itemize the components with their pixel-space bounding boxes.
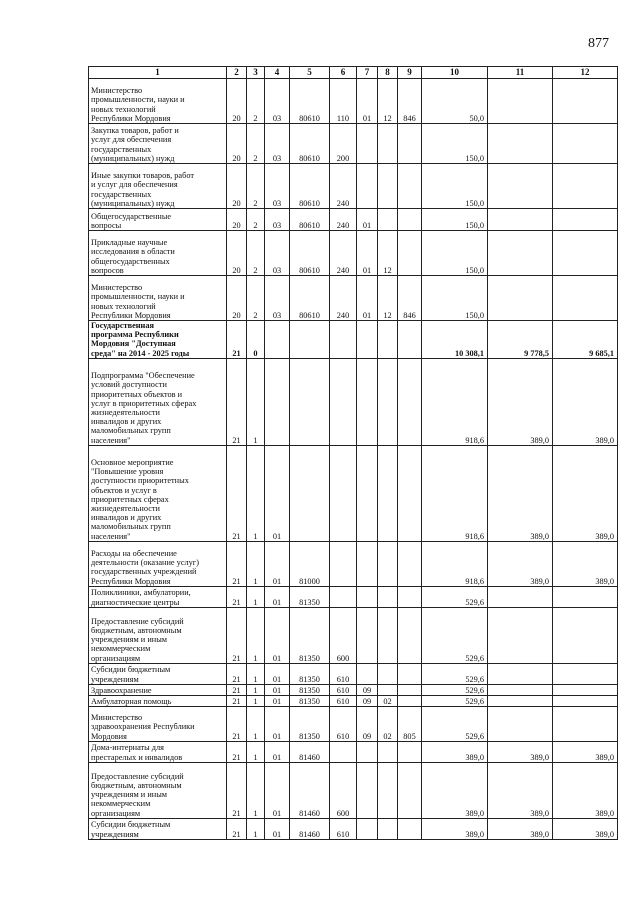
col-om-cell: 01 [265, 607, 290, 663]
col-amount-y2-cell: 389,0 [488, 358, 553, 445]
col-amount-y1-cell: 389,0 [422, 818, 488, 839]
col-name-cell: Субсидии бюджетным учреждениям [89, 818, 227, 839]
col-gp-cell: 21 [227, 706, 247, 741]
col-ministry-cell [398, 607, 422, 663]
col-direction-cell: 80610 [290, 231, 330, 276]
page-number: 877 [588, 36, 609, 51]
col-amount-y3-cell [553, 586, 618, 607]
col-om-cell: 01 [265, 445, 290, 541]
col-subsection-cell [378, 321, 398, 359]
col-amount-y1-cell: 529,6 [422, 684, 488, 695]
header-col-om: 4 [265, 67, 290, 79]
col-direction-cell: 80610 [290, 79, 330, 124]
col-subsection-cell [378, 818, 398, 839]
col-subsection-cell [378, 741, 398, 762]
col-gp-cell: 20 [227, 231, 247, 276]
col-om-cell: 01 [265, 695, 290, 706]
col-gp-cell: 21 [227, 741, 247, 762]
table-row [89, 445, 618, 541]
col-amount-y2-cell: 389,0 [488, 762, 553, 818]
col-amount-y2-cell: 389,0 [488, 818, 553, 839]
col-ministry-cell [398, 445, 422, 541]
col-amount-y3-cell: 389,0 [553, 445, 618, 541]
col-ministry-cell: 846 [398, 79, 422, 124]
col-expense-type-cell: 610 [330, 695, 357, 706]
budget-table [88, 66, 618, 840]
col-gp-cell: 20 [227, 164, 247, 209]
col-gp-cell: 21 [227, 541, 247, 586]
col-ministry-cell [398, 124, 422, 164]
col-om-cell: 03 [265, 164, 290, 209]
table-row [89, 541, 618, 586]
col-subsection-cell [378, 445, 398, 541]
col-amount-y2-cell: 389,0 [488, 741, 553, 762]
col-direction-cell: 81350 [290, 695, 330, 706]
col-amount-y1-cell: 50,0 [422, 79, 488, 124]
col-om-cell: 01 [265, 706, 290, 741]
col-pp-cell: 1 [247, 445, 265, 541]
col-name-cell: Субсидии бюджетным учреждениям [89, 663, 227, 684]
col-amount-y1-cell: 150,0 [422, 276, 488, 321]
col-amount-y3-cell: 389,0 [553, 762, 618, 818]
col-ministry-cell [398, 586, 422, 607]
col-amount-y1-cell: 529,6 [422, 706, 488, 741]
col-amount-y1-cell: 529,6 [422, 607, 488, 663]
col-pp-cell: 1 [247, 762, 265, 818]
col-amount-y3-cell [553, 706, 618, 741]
col-expense-type-cell [330, 358, 357, 445]
table-row [89, 358, 618, 445]
col-amount-y2-cell [488, 586, 553, 607]
col-name-cell: Министерство промышленности, науки и новых технологий Республики Мордовия [89, 276, 227, 321]
col-om-cell: 03 [265, 276, 290, 321]
col-amount-y1-cell: 150,0 [422, 231, 488, 276]
col-pp-cell: 0 [247, 321, 265, 359]
col-amount-y3-cell [553, 663, 618, 684]
col-amount-y2-cell [488, 164, 553, 209]
col-amount-y2-cell [488, 231, 553, 276]
col-ministry-cell [398, 695, 422, 706]
col-section-cell: 01 [357, 231, 378, 276]
col-amount-y3-cell [553, 124, 618, 164]
col-subsection-cell: 12 [378, 79, 398, 124]
col-gp-cell: 20 [227, 276, 247, 321]
col-om-cell: 01 [265, 818, 290, 839]
col-subsection-cell [378, 358, 398, 445]
col-direction-cell: 81000 [290, 541, 330, 586]
col-subsection-cell [378, 762, 398, 818]
col-name-cell: Прикладные научные исследования в области общегосударственных вопросов [89, 231, 227, 276]
col-subsection-cell [378, 607, 398, 663]
col-amount-y1-cell: 918,6 [422, 445, 488, 541]
col-expense-type-cell: 610 [330, 663, 357, 684]
col-subsection-cell: 02 [378, 706, 398, 741]
col-name-cell: Дома-интернаты для престарелых и инвалидов [89, 741, 227, 762]
col-amount-y1-cell: 389,0 [422, 762, 488, 818]
col-direction-cell [290, 321, 330, 359]
table-row [89, 607, 618, 663]
col-direction-cell: 81350 [290, 607, 330, 663]
table-row [89, 695, 618, 706]
col-amount-y3-cell [553, 164, 618, 209]
col-om-cell: 01 [265, 762, 290, 818]
col-name-cell: Предоставление субсидий бюджетным, автономным учреждениям и иным некоммерческим организациям [89, 762, 227, 818]
col-amount-y3-cell [553, 79, 618, 124]
col-expense-type-cell [330, 445, 357, 541]
col-section-cell [357, 663, 378, 684]
col-ministry-cell [398, 358, 422, 445]
col-amount-y3-cell [553, 276, 618, 321]
col-amount-y3-cell [553, 231, 618, 276]
col-amount-y2-cell [488, 124, 553, 164]
table-row [89, 276, 618, 321]
header-col-gp: 2 [227, 67, 247, 79]
col-amount-y3-cell [553, 684, 618, 695]
col-amount-y3-cell [553, 209, 618, 231]
col-subsection-cell [378, 684, 398, 695]
col-amount-y2-cell: 389,0 [488, 445, 553, 541]
col-subsection-cell: 12 [378, 276, 398, 321]
header-col-section: 7 [357, 67, 378, 79]
col-section-cell: 01 [357, 209, 378, 231]
col-name-cell: Государственная программа Республики Мордовия "Доступная среда" на 2014 - 2025 годы [89, 321, 227, 359]
col-amount-y2-cell [488, 663, 553, 684]
header-col-amount-y2: 11 [488, 67, 553, 79]
col-ministry-cell: 805 [398, 706, 422, 741]
col-section-cell [357, 164, 378, 209]
col-expense-type-cell [330, 586, 357, 607]
col-ministry-cell [398, 818, 422, 839]
col-subsection-cell [378, 164, 398, 209]
col-section-cell: 09 [357, 684, 378, 695]
col-direction-cell: 80610 [290, 124, 330, 164]
col-section-cell [357, 762, 378, 818]
col-pp-cell: 1 [247, 663, 265, 684]
table-row [89, 762, 618, 818]
col-amount-y2-cell [488, 607, 553, 663]
col-subsection-cell [378, 586, 398, 607]
col-expense-type-cell: 610 [330, 684, 357, 695]
col-amount-y2-cell: 389,0 [488, 541, 553, 586]
col-direction-cell: 81350 [290, 684, 330, 695]
col-om-cell: 03 [265, 124, 290, 164]
header-col-name: 1 [89, 67, 227, 79]
header-col-ministry: 9 [398, 67, 422, 79]
col-direction-cell: 81350 [290, 663, 330, 684]
col-amount-y1-cell: 150,0 [422, 164, 488, 209]
table-row [89, 706, 618, 741]
col-ministry-cell [398, 321, 422, 359]
col-section-cell: 01 [357, 79, 378, 124]
col-direction-cell: 81460 [290, 762, 330, 818]
col-om-cell [265, 321, 290, 359]
col-name-cell: Закупка товаров, работ и услуг для обеспечения государственных (муниципальных) нужд [89, 124, 227, 164]
col-amount-y1-cell: 10 308,1 [422, 321, 488, 359]
col-amount-y1-cell: 529,6 [422, 695, 488, 706]
col-gp-cell: 21 [227, 321, 247, 359]
col-section-cell [357, 607, 378, 663]
col-expense-type-cell: 110 [330, 79, 357, 124]
col-pp-cell: 2 [247, 164, 265, 209]
table-row [89, 321, 618, 359]
col-amount-y2-cell [488, 209, 553, 231]
col-pp-cell: 2 [247, 231, 265, 276]
col-amount-y3-cell: 9 685,1 [553, 321, 618, 359]
col-expense-type-cell [330, 741, 357, 762]
col-name-cell: Предоставление субсидий бюджетным, автономным учреждениям и иным некоммерческим организациям [89, 607, 227, 663]
col-subsection-cell [378, 663, 398, 684]
col-ministry-cell [398, 663, 422, 684]
col-name-cell: Здравоохранение [89, 684, 227, 695]
col-om-cell: 01 [265, 741, 290, 762]
table-row [89, 124, 618, 164]
col-subsection-cell [378, 209, 398, 231]
col-direction-cell: 81460 [290, 818, 330, 839]
col-name-cell: Общегосударственные вопросы [89, 209, 227, 231]
col-pp-cell: 1 [247, 541, 265, 586]
col-name-cell: Иные закупки товаров, работ и услуг для обеспечения государственных (муниципальных) нужд [89, 164, 227, 209]
col-ministry-cell [398, 541, 422, 586]
col-expense-type-cell: 610 [330, 706, 357, 741]
col-expense-type-cell: 240 [330, 209, 357, 231]
header-col-direction: 5 [290, 67, 330, 79]
col-ministry-cell [398, 164, 422, 209]
col-expense-type-cell: 240 [330, 276, 357, 321]
col-gp-cell: 21 [227, 695, 247, 706]
col-pp-cell: 2 [247, 79, 265, 124]
table-row [89, 818, 618, 839]
col-direction-cell: 80610 [290, 276, 330, 321]
col-expense-type-cell: 600 [330, 607, 357, 663]
col-direction-cell: 81350 [290, 586, 330, 607]
col-direction-cell: 80610 [290, 209, 330, 231]
col-gp-cell: 21 [227, 663, 247, 684]
col-pp-cell: 1 [247, 706, 265, 741]
col-direction-cell [290, 445, 330, 541]
col-amount-y2-cell: 9 778,5 [488, 321, 553, 359]
col-gp-cell: 20 [227, 124, 247, 164]
col-section-cell [357, 321, 378, 359]
col-expense-type-cell [330, 321, 357, 359]
col-direction-cell [290, 358, 330, 445]
col-gp-cell: 20 [227, 79, 247, 124]
col-expense-type-cell: 240 [330, 164, 357, 209]
table-row [89, 684, 618, 695]
col-amount-y2-cell [488, 706, 553, 741]
col-name-cell: Подпрограмма "Обеспечение условий доступности приоритетных объектов и услуг в приоритетных сферах жизнедеятельности инвалидов и других маломобильных групп населения" [89, 358, 227, 445]
col-subsection-cell [378, 541, 398, 586]
table-row [89, 209, 618, 231]
col-section-cell [357, 124, 378, 164]
col-section-cell [357, 445, 378, 541]
col-pp-cell: 1 [247, 818, 265, 839]
col-amount-y1-cell: 918,6 [422, 541, 488, 586]
col-amount-y3-cell: 389,0 [553, 358, 618, 445]
table-row [89, 663, 618, 684]
table-row [89, 741, 618, 762]
col-amount-y2-cell [488, 79, 553, 124]
header-col-amount-y3: 12 [553, 67, 618, 79]
col-om-cell: 01 [265, 663, 290, 684]
col-amount-y2-cell [488, 276, 553, 321]
col-section-cell [357, 358, 378, 445]
col-expense-type-cell: 200 [330, 124, 357, 164]
table-row [89, 79, 618, 124]
col-section-cell [357, 586, 378, 607]
col-name-cell: Министерство здравоохранения Республики Мордовия [89, 706, 227, 741]
col-expense-type-cell: 610 [330, 818, 357, 839]
col-pp-cell: 1 [247, 695, 265, 706]
col-direction-cell: 81460 [290, 741, 330, 762]
col-om-cell: 03 [265, 231, 290, 276]
col-expense-type-cell: 600 [330, 762, 357, 818]
col-section-cell [357, 741, 378, 762]
col-gp-cell: 21 [227, 358, 247, 445]
col-om-cell: 01 [265, 541, 290, 586]
col-ministry-cell [398, 684, 422, 695]
col-name-cell: Министерство промышленности, науки и новых технологий Республики Мордовия [89, 79, 227, 124]
col-pp-cell: 1 [247, 741, 265, 762]
col-om-cell: 03 [265, 79, 290, 124]
col-amount-y3-cell [553, 695, 618, 706]
col-amount-y3-cell: 389,0 [553, 818, 618, 839]
header-col-expense-type: 6 [330, 67, 357, 79]
col-amount-y1-cell: 529,6 [422, 663, 488, 684]
table-body [89, 79, 618, 840]
col-expense-type-cell [330, 541, 357, 586]
col-pp-cell: 2 [247, 209, 265, 231]
col-amount-y1-cell: 918,6 [422, 358, 488, 445]
table-header-row [89, 67, 618, 79]
header-col-amount-y1: 10 [422, 67, 488, 79]
col-gp-cell: 20 [227, 209, 247, 231]
col-name-cell: Амбулаторная помощь [89, 695, 227, 706]
col-expense-type-cell: 240 [330, 231, 357, 276]
col-om-cell: 01 [265, 586, 290, 607]
col-amount-y1-cell: 389,0 [422, 741, 488, 762]
col-pp-cell: 2 [247, 276, 265, 321]
header-col-pp: 3 [247, 67, 265, 79]
col-om-cell [265, 358, 290, 445]
col-gp-cell: 21 [227, 607, 247, 663]
col-gp-cell: 21 [227, 762, 247, 818]
col-pp-cell: 1 [247, 586, 265, 607]
table-row [89, 586, 618, 607]
col-name-cell: Основное мероприятие "Повышение уровня доступности приоритетных объектов и услуг в приоритетных сферах жизнедеятельности инвалидов и других маломобильных групп населения" [89, 445, 227, 541]
col-name-cell: Расходы на обеспечение деятельности (оказание услуг) государственных учреждений Республики Мордовия [89, 541, 227, 586]
col-amount-y1-cell: 529,6 [422, 586, 488, 607]
col-ministry-cell [398, 741, 422, 762]
col-subsection-cell: 12 [378, 231, 398, 276]
col-gp-cell: 21 [227, 445, 247, 541]
col-om-cell: 01 [265, 684, 290, 695]
col-amount-y1-cell: 150,0 [422, 209, 488, 231]
col-direction-cell: 81350 [290, 706, 330, 741]
col-section-cell: 09 [357, 706, 378, 741]
col-pp-cell: 1 [247, 684, 265, 695]
col-subsection-cell [378, 124, 398, 164]
col-amount-y3-cell: 389,0 [553, 741, 618, 762]
col-ministry-cell [398, 209, 422, 231]
col-amount-y1-cell: 150,0 [422, 124, 488, 164]
col-direction-cell: 80610 [290, 164, 330, 209]
col-section-cell: 09 [357, 695, 378, 706]
col-amount-y2-cell [488, 684, 553, 695]
col-pp-cell: 2 [247, 124, 265, 164]
col-name-cell: Поликлиники, амбулатории, диагностические центры [89, 586, 227, 607]
col-pp-cell: 1 [247, 358, 265, 445]
col-om-cell: 03 [265, 209, 290, 231]
col-amount-y3-cell [553, 607, 618, 663]
table-row [89, 231, 618, 276]
header-col-subsection: 8 [378, 67, 398, 79]
col-gp-cell: 21 [227, 684, 247, 695]
table-row [89, 164, 618, 209]
col-amount-y3-cell: 389,0 [553, 541, 618, 586]
col-ministry-cell: 846 [398, 276, 422, 321]
col-gp-cell: 21 [227, 586, 247, 607]
col-subsection-cell: 02 [378, 695, 398, 706]
col-ministry-cell [398, 231, 422, 276]
col-amount-y2-cell [488, 695, 553, 706]
col-section-cell: 01 [357, 276, 378, 321]
col-gp-cell: 21 [227, 818, 247, 839]
col-pp-cell: 1 [247, 607, 265, 663]
col-section-cell [357, 541, 378, 586]
col-ministry-cell [398, 762, 422, 818]
col-section-cell [357, 818, 378, 839]
